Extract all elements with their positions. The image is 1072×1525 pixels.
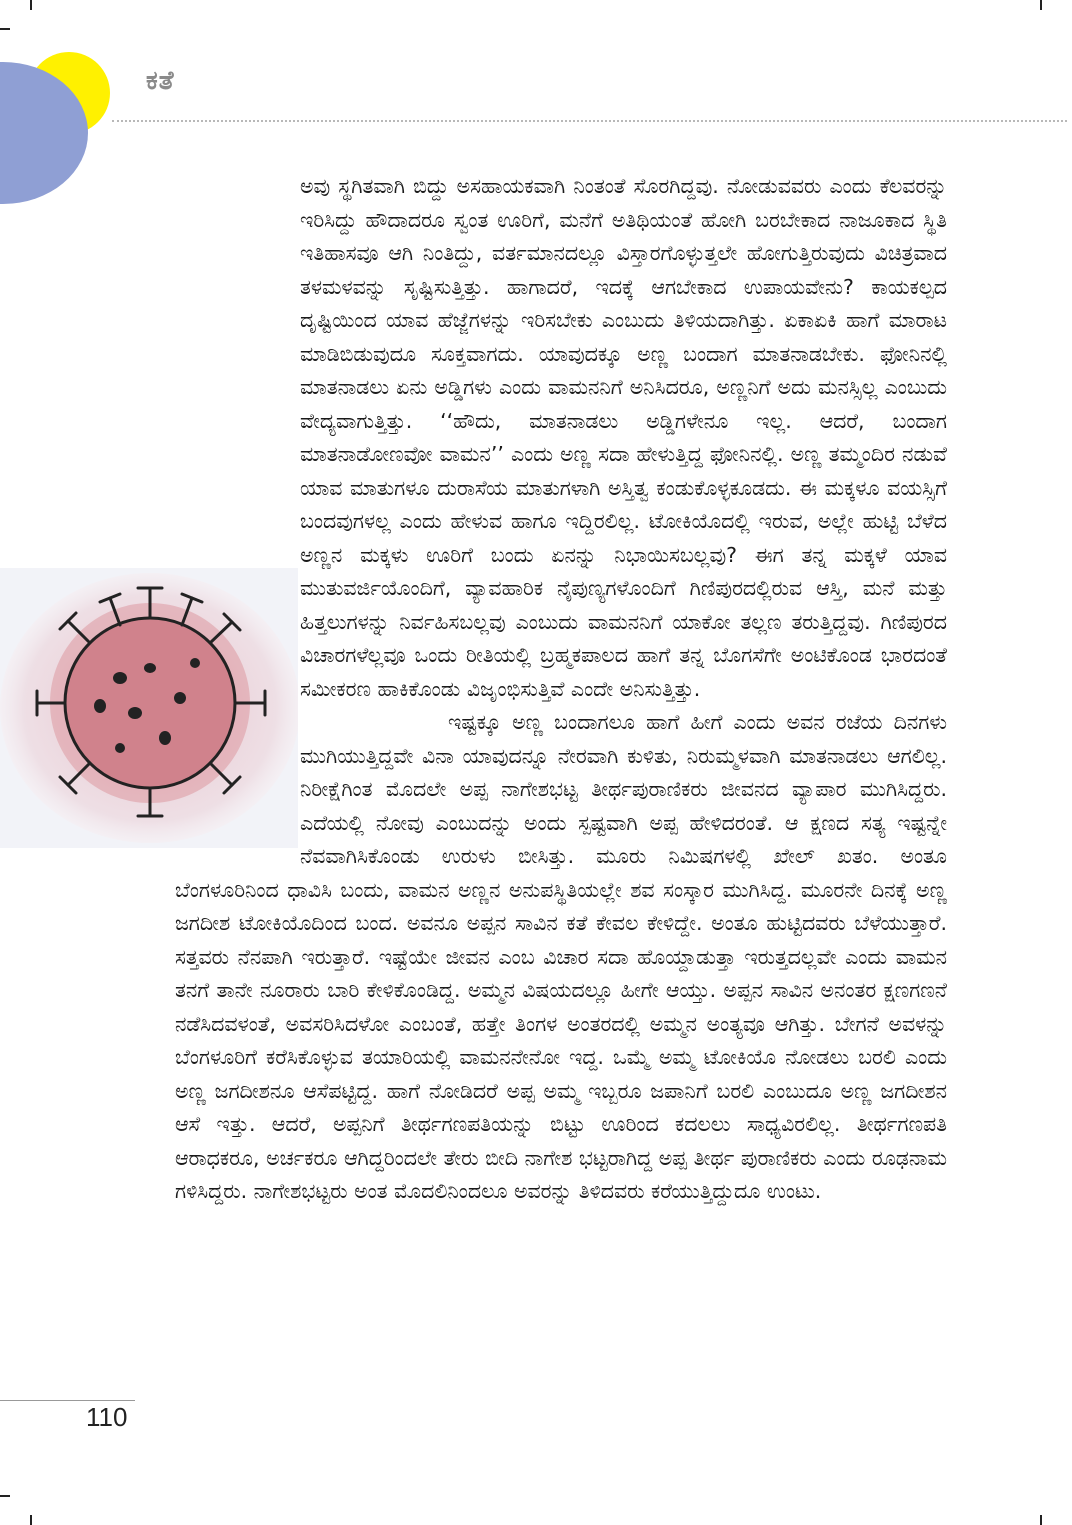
paragraph: ಅವು ಸ್ಥಗಿತವಾಗಿ ಬಿದ್ದು ಅಸಹಾಯಕವಾಗಿ ನಿಂತಂತೆ ಸೊರಗಿದ್ದವು. ನೋಡುವವರು ಎಂದು ಕೆಲವರನ್ನು ಇರಿಸಿದ್ದು ಹೌದಾದರೂ ಸ್ವಂತ ಊರಿಗೆ, ಮನೆಗೆ ಅತಿಥಿಯಂತೆ ಹೋಗಿ ಬರಬೇಕಾದ ನಾಜೂಕಾದ ಸ್ಥಿತಿ ಇತಿಹಾಸವೂ ಆಗಿ ನಿಂತಿದ್ದು, ವರ್ತಮಾನದಲ್ಲೂ ವಿಸ್ತಾರಗೊಳ್ಳುತ್ತಲೇ ಹೋಗುತ್ತಿರುವುದು ವಿಚಿತ್ರವಾದ ತಳಮಳವನ್ನು ಸೃಷ್ಟಿಸುತ್ತಿತ್ತು. ಹಾಗಾದರೆ, ಇದಕ್ಕೆ ಆಗಬೇಕಾದ ಉಪಾಯವೇನು? ಕಾಯಕಲ್ಪದ ದೃಷ್ಟಿಯಿಂದ ಯಾವ ಹೆಜ್ಜೆಗಳನ್ನು ಇರಿಸಬೇಕು ಎಂಬುದು ತಿಳಿಯದಾಗಿತ್ತು. ಏಕಾಏಕಿ ಹಾಗೆ ಮಾರಾಟ ಮಾಡಿಬಿಡುವುದೂ ಸೂಕ್ತವಾಗದು. ಯಾವುದಕ್ಕೂ ಅಣ್ಣ ಬಂದಾಗ ಮಾತನಾಡಬೇಕು. ಫೋನಿನಲ್ಲಿ ಮಾತನಾಡಲು ಏನು ಅಡ್ಡಿಗಳು ಎಂದು ವಾಮನನಿಗೆ ಅನಿಸಿದರೂ, ಅಣ್ಣನಿಗೆ ಅದು ಮನಸ್ಸಿಲ್ಲ ಎಂಬುದು ವೇದ್ಯವಾಗುತ್ತಿತ್ತು. ‘‘ಹೌದು, ಮಾತನಾಡಲು ಅಡ್ಡಿಗಳೇನೂ ಇಲ್ಲ. ಆದರೆ, ಬಂದಾಗ ಮಾತನಾಡೋಣವೋ ವಾಮನ’’ ಎಂದು ಅಣ್ಣ ಸದಾ ಹೇಳುತ್ತಿದ್ದ ಫೋನಿನಲ್ಲಿ. ಅಣ್ಣ ತಮ್ಮಂದಿರ ನಡುವೆ ಯಾವ ಮಾತುಗಳೂ ದುರಾಸೆಯ ಮಾತುಗಳಾಗಿ ಅಸ್ತಿತ್ವ ಕಂಡುಕೊಳ್ಳಕೂಡದು. ಈ ಮಕ್ಕಳೂ ವಯಸ್ಸಿಗೆ ಬಂದವುಗಳಲ್ಲ ಎಂದು ಹೇಳುವ ಹಾಗೂ ಇದ್ದಿರಲಿಲ್ಲ. ಟೋಕಿಯೊದಲ್ಲಿ ಇರುವ, ಅಲ್ಲೇ ಹುಟ್ಟಿ ಬೆಳೆದ ಅಣ್ಣನ ಮಕ್ಕಳು ಊರಿಗೆ ಬಂದು ಏನನ್ನು ನಿಭಾಯಿಸಬಲ್ಲವು? ಈಗ ತನ್ನ ಮಕ್ಕಳೆ ಯಾವ ಮುತುವರ್ಜಿಯೊಂದಿಗೆ, ವ್ಯಾವಹಾರಿಕ ನೈಪುಣ್ಯಗಳೊಂದಿಗೆ ಗಿಣಿಪುರದಲ್ಲಿರುವ ಆಸ್ತಿ, ಮನೆ ಮತ್ತು ಹಿತ್ತಲುಗಳನ್ನು ನಿರ್ವಹಿಸಬಲ್ಲವು ಎಂಬುದು ವಾಮನನಿಗೆ ಯಾಕೋ ತಲ್ಲಣ ತರುತ್ತಿದ್ದವು. ಗಿಣಿಪುರದ ವಿಚಾರಗಳೆಲ್ಲವೂ ಒಂದು ರೀತಿಯಲ್ಲಿ ಬ್ರಹ್ಮಕಪಾಲದ ಹಾಗೆ ತನ್ನ ಬೊಗಸೆಗೇ ಅಂಟಿಕೊಂಡ ಭಾರದಂತೆ ಸಮೀಕರಣ ಹಾಕಿಕೊಂಡು ವಿಜೃಂಭಿಸುತ್ತಿವೆ ಎಂದೇ ಅನಿಸುತ್ತಿತ್ತು. [300, 174, 947, 701]
paragraph: ಇಷ್ಟಕ್ಕೂ ಅಣ್ಣ ಬಂದಾಗಲೂ ಹಾಗೆ ಹೀಗೆ ಎಂದು ಅವನ ರಜೆಯ ದಿನಗಳು ಮುಗಿಯುತ್ತಿದ್ದವೇ ವಿನಾ ಯಾವುದನ್ನೂ ನೇರವಾಗಿ ಕುಳಿತು, ನಿರುಮ್ಮಳವಾಗಿ ಮಾತನಾಡಲು ಆಗಲಿಲ್ಲ. ನಿರೀಕ್ಷೆಗಿಂತ ಮೊದಲೇ ಅಪ್ಪ ನಾಗೇಶಭಟ್ಟ ತೀರ್ಥಪುರಾಣಿಕರು ಜೀವನದ ವ್ಯಾಪಾರ ಮುಗಿಸಿದ್ದರು. ಎದೆಯಲ್ಲಿ ನೋವು ಎಂಬುದನ್ನು ಅಂದು ಸ್ಪಷ್ಟವಾಗಿ ಅಪ್ಪ ಹೇಳಿದರಂತೆ. ಆ ಕ್ಷಣದ ಸತ್ಯ ಇಷ್ಟನ್ನೇ ನೆವವಾಗಿಸಿಕೊಂಡು ಉರುಳು ಬೀಸಿತ್ತು. ಮೂರು ನಿಮಿಷಗಳಲ್ಲಿ ಖೇಲ್ ಖತಂ. ಅಂತೂ ಬೆಂಗಳೂರಿನಿಂದ ಧಾವಿಸಿ ಬಂದು, ವಾಮನ ಅಣ್ಣನ ಅನುಪಸ್ಥಿತಿಯಲ್ಲೇ ಶವ ಸಂಸ್ಕಾರ ಮುಗಿಸಿದ್ದ. ಮೂರನೇ ದಿನಕ್ಕೆ ಅಣ್ಣ ಜಗದೀಶ ಟೋಕಿಯೊದಿಂದ ಬಂದ. ಅವನೂ ಅಪ್ಪನ ಸಾವಿನ ಕತೆ ಕೇವಲ ಕೇಳಿದ್ದೇ. ಅಂತೂ ಹುಟ್ಟಿದವರು ಬೆಳೆಯುತ್ತಾರೆ. ಸತ್ತವರು ನೆನಪಾಗಿ ಇರುತ್ತಾರೆ. ಇಷ್ಟೆಯೇ ಜೀವನ ಎಂಬ ವಿಚಾರ ಸದಾ ಹೊಯ್ದಾಡುತ್ತಾ ಇರುತ್ತದಲ್ಲವೇ ಎಂದು ವಾಮನ ತನಗೆ ತಾನೇ ನೂರಾರು ಬಾರಿ ಕೇಳಿಕೊಂಡಿದ್ದ. ಅಮ್ಮನ ವಿಷಯದಲ್ಲೂ ಹೀಗೇ ಆಯ್ತು. ಅಪ್ಪನ ಸಾವಿನ ಅನಂತರ ಕ್ಷಣಗಣನೆ ನಡೆಸಿದವಳಂತೆ, ಅವಸರಿಸಿದಳೋ ಎಂಬಂತೆ, ಹತ್ತೇ ತಿಂಗಳ ಅಂತರದಲ್ಲಿ ಅಮ್ಮನ ಅಂತ್ಯವೂ ಆಗಿತ್ತು. ಬೇಗನೆ ಅವಳನ್ನು ಬೆಂಗಳೂರಿಗೆ ಕರೆಸಿಕೊಳ್ಳುವ ತಯಾರಿಯಲ್ಲಿ ವಾಮನನೇನೋ ಇದ್ದ. ಒಮ್ಮೆ ಅಮ್ಮ ಟೋಕಿಯೊ ನೋಡಲು ಬರಲಿ ಎಂದು ಅಣ್ಣ ಜಗದೀಶನೂ ಆಸೆಪಟ್ಟಿದ್ದ. ಹಾಗೆ ನೋಡಿದರೆ ಅಪ್ಪ ಅಮ್ಮ ಇಬ್ಬರೂ ಜಪಾನಿಗೆ ಬರಲಿ ಎಂಬುದೂ ಅಣ್ಣ ಜಗದೀಶನ ಆಸೆ ಇತ್ತು. ಆದರೆ, ಅಪ್ಪನಿಗೆ ತೀರ್ಥಗಣಪತಿಯನ್ನು ಬಿಟ್ಟು ಊರಿಂದ ಕದಲಲು ಸಾಧ್ಯವಿರಲಿಲ್ಲ. ತೀರ್ಥಗಣಪತಿ ಆರಾಧಕರೂ, ಅರ್ಚಕರೂ ಆಗಿದ್ದರಿಂದಲೇ ತೇರು ಬೀದಿ ನಾಗೇಶ ಭಟ್ಟರಾಗಿದ್ದ ಅಪ್ಪ ತೀರ್ಥ ಪುರಾಣಿಕರು ಎಂದು ರೂಢನಾಮ ಗಳಿಸಿದ್ದರು. ನಾಗೇಶಭಟ್ಟರು ಅಂತ ಮೊದಲಿನಿಂದಲೂ ಅವರನ್ನು ತಿಳಿದವರು ಕರೆಯುತ್ತಿದ್ದುದೂ ಉಂಟು. [175, 710, 947, 1203]
section-title: ಕತೆ [146, 66, 175, 96]
footer-rule [0, 1400, 135, 1401]
crop-mark [0, 1495, 10, 1497]
story-body [175, 170, 947, 1203]
crop-mark [1040, 1515, 1042, 1525]
illustration-space [175, 548, 300, 851]
crop-mark [30, 0, 32, 10]
crop-mark [0, 28, 10, 30]
dotted-divider [112, 120, 1067, 122]
crop-mark [30, 1515, 32, 1525]
page-number: 110 [86, 1402, 128, 1432]
crop-mark [1040, 0, 1042, 10]
